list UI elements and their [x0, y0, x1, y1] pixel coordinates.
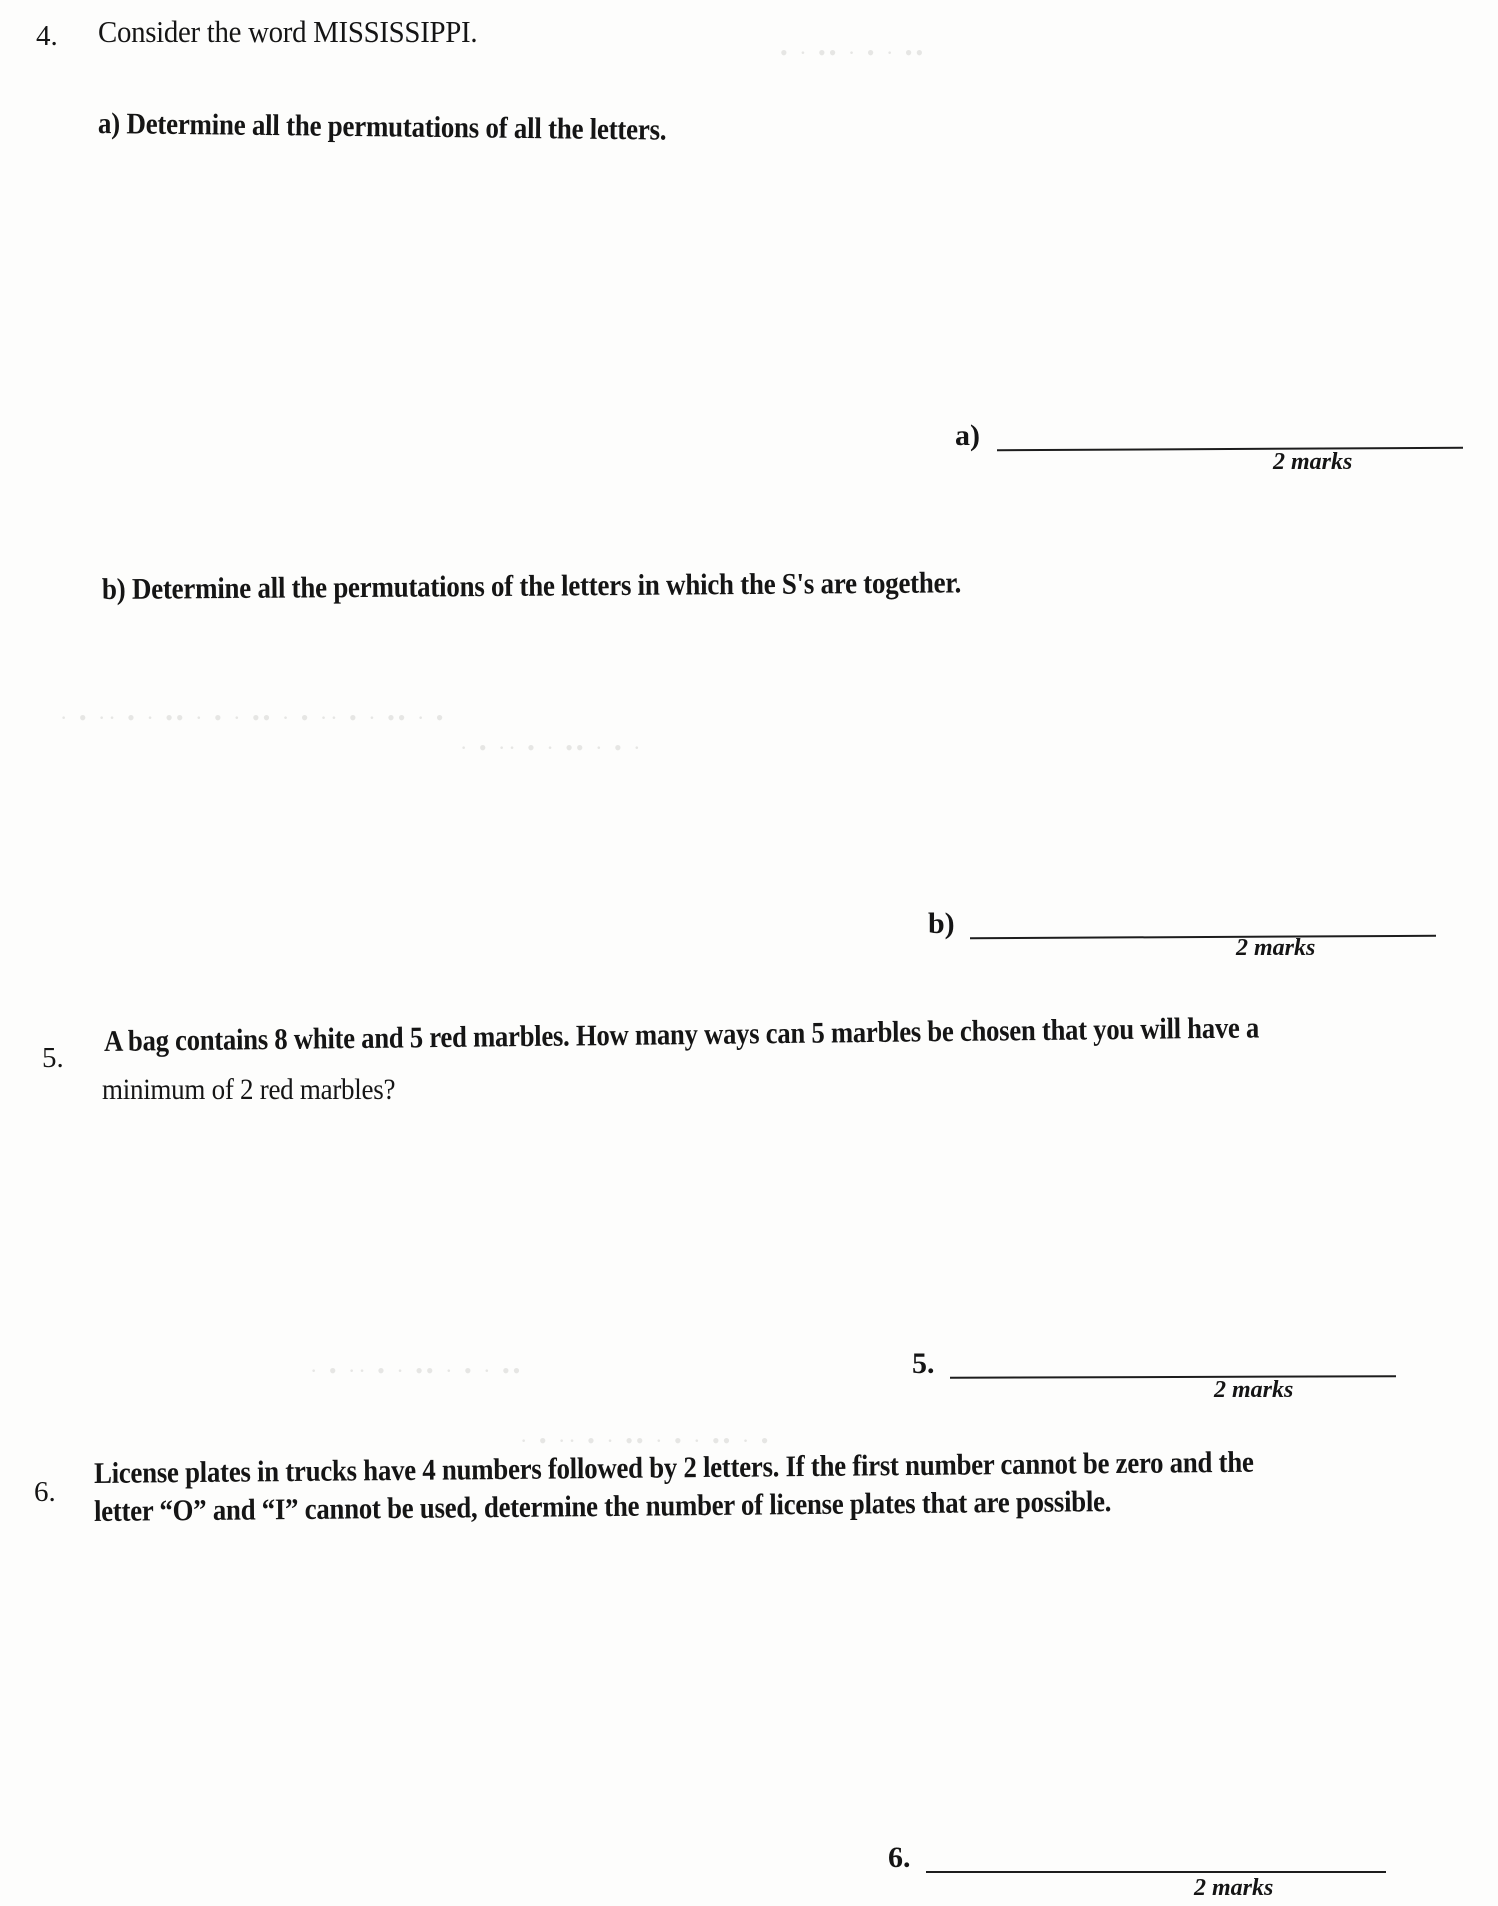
answer-line-4a[interactable]: [997, 447, 1463, 451]
question-4-text: Consider the word MISSISSIPPI.: [98, 14, 478, 49]
question-4-number: 4.: [36, 20, 58, 52]
marks-4a: 2 marks: [1273, 449, 1353, 475]
marks-6: 2 marks: [1194, 1875, 1274, 1901]
answer-line-6[interactable]: [926, 1871, 1386, 1873]
answer-label-6: 6.: [888, 1841, 911, 1874]
bleed-through-smudge: · • ·· • · •• · • ·: [460, 735, 644, 760]
question-4a-text: a) Determine all the permutations of all the letters.: [97, 107, 667, 147]
question-5-number: 5.: [42, 1042, 64, 1074]
answer-area-5[interactable]: [912, 1346, 1402, 1410]
question-6-text-line1: License plates in trucks have 4 numbers followed by 2 letters. If the first number cannot be zero and the: [93, 1445, 1254, 1490]
answer-line-5[interactable]: [950, 1375, 1396, 1379]
question-5-text-line1: A bag contains 8 white and 5 red marbles. How many ways can 5 marbles be chosen that you will have a: [103, 1011, 1260, 1058]
marks-4b: 2 marks: [1236, 935, 1316, 961]
marks-5: 2 marks: [1214, 1377, 1294, 1403]
bleed-through-smudge: · • ·· • · •• · • · ••: [310, 1358, 524, 1383]
bleed-through-smudge: · • ·· • · •• · • · •• · •: [520, 1428, 772, 1453]
bleed-through-smudge: • · •• · • · ••: [780, 40, 927, 65]
bleed-through-smudge: · • ·· • · •• · • · •• · • ·· • · •• · •: [60, 705, 447, 730]
answer-label-4b: b): [928, 907, 955, 940]
answer-label-4a: a): [955, 419, 980, 452]
answer-area-4a[interactable]: [955, 418, 1465, 482]
answer-label-5: 5.: [912, 1347, 935, 1380]
question-5-text-line2: minimum of 2 red marbles?: [102, 1073, 396, 1106]
answer-area-6[interactable]: [888, 1840, 1398, 1906]
question-6-text-line2: letter “O” and “I” cannot be used, determine the number of license plates that are possible.: [93, 1485, 1112, 1528]
answer-line-4b[interactable]: [970, 935, 1436, 939]
answer-area-4b[interactable]: [928, 906, 1438, 970]
question-4b-text: b) Determine all the permutations of the letters in which the S's are together.: [101, 566, 962, 606]
question-6-number: 6.: [34, 1476, 56, 1508]
